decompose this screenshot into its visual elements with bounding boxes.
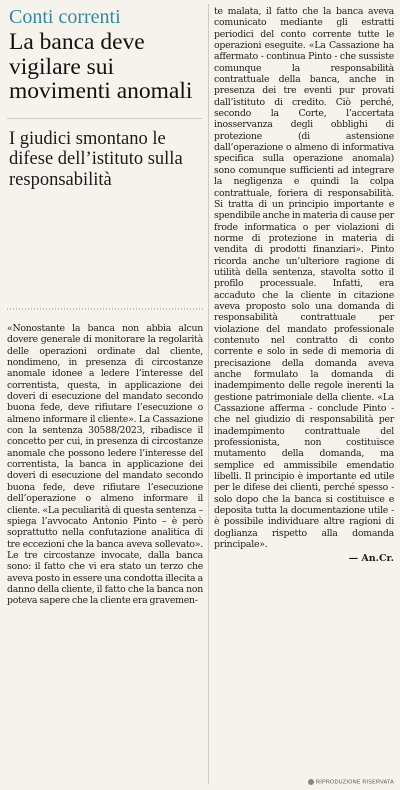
- left-column: [7, 6, 204, 607]
- headline: La banca deve vigilare sui movimenti anomali: [9, 29, 193, 104]
- right-column: [214, 6, 394, 564]
- body-paragraph-left: «Nonostante la banca non abbia alcun dovere generale di monitorare la regolarità delle operazioni ordinate dal cliente, nondimeno, in presenza di circostanze anomale idonee a ledere l’interesse del correntista, questa, in applicazione dei doveri di esecuzione del mandato secondo buona fede, deve rifiutare l’esecuzione o almeno informare il cliente». La Cassazione con la sentenza 30588/2023, ribadisce il concetto per cui, in presenza di circostanze anomale che possono ledere l’interesse del correntista, la banca in applicazione dei doveri di esecuzione del mandato secondo buona fede, deve rifiutare l’esecuzione dell’operazione o almeno informare il cliente. «La peculiarità di questa sentenza – spiega l’avvocato Antonio Pinto – è però soprattutto nella confutazione analitica di tre eccezioni che la banca aveva sollevato». Le tre circostanze invocate, dalla banca sono: il fatto che vi era stato un terzo che aveva posto in essere una condotta illecita a danno della cliente, il fatto che la banca non poteva sapere che la cliente era gravemen-: [7, 323, 203, 607]
- section-kicker: Conti correnti: [9, 6, 121, 28]
- author-signature: — An.Cr.: [348, 552, 394, 564]
- column-divider: [208, 4, 209, 784]
- body-paragraph-right: te malata, il fatto che la banca aveva comunicato mediante gli estratti periodici del conto corrente tutte le operazioni eseguite. «La Cassazione ha affermato - continua Pinto - che sussiste comunque la responsabilità contrattuale della banca, anche in presenza dei tre eventi pur provati dall’istituto di credito. Ciò perché, secondo la Corte, l’accertata inosservanza degli obblighi di protezione (di astensione dall’operazione o almeno di informativa specifica sulla operazione anomala) sono comunque sufficienti ad integrare la negligenza e quindi la colpa contrattuale, foriera di responsabilità. Si tratta di un principio importante e spendibile anche in materia di cause per frode informatica o per violazioni di norme di protezione in materia di vendita di prodotti finanziari». Pinto ricorda anche un’ulteriore ragione di utilità della sentenza, stavolta sotto il profilo processuale. Infatti, era accaduto che la cliente in citazione aveva proposto solo una domanda di responsabilità contrattuale per violazione del mandato professionale contenuto nel contratto di conto corrente e solo in sede di memoria di precisazione della domanda aveva anche formulato la domanda di inadempimento delle regole inerenti la gestione patrimoniale della cliente. «La Cassazione afferma - conclude Pinto - che nel giudizio di responsabilità per inadempimento contrattuale del professionista, non costituisce mutamento della domanda, ma semplice ed ammissibile emendatio libelli. Il principio è importante ed utile per le difese dei clienti, perché spesso - solo dopo che la banca si costituisce e deposita tutta la documentazione utile - è possibile individuare altre ragioni di doglianza rispetto alla domanda principale».: [214, 6, 394, 551]
- subheadline: I giudici smontano le difese dell’istituto sulla responsabilità: [9, 128, 183, 190]
- dotted-separator: [7, 306, 203, 312]
- copyright-icon: [308, 779, 314, 785]
- article-body-left: [7, 323, 203, 607]
- copyright-notice: [308, 779, 394, 785]
- rights-text: RIPRODUZIONE RISERVATA: [316, 779, 394, 785]
- headline-divider: [7, 118, 202, 119]
